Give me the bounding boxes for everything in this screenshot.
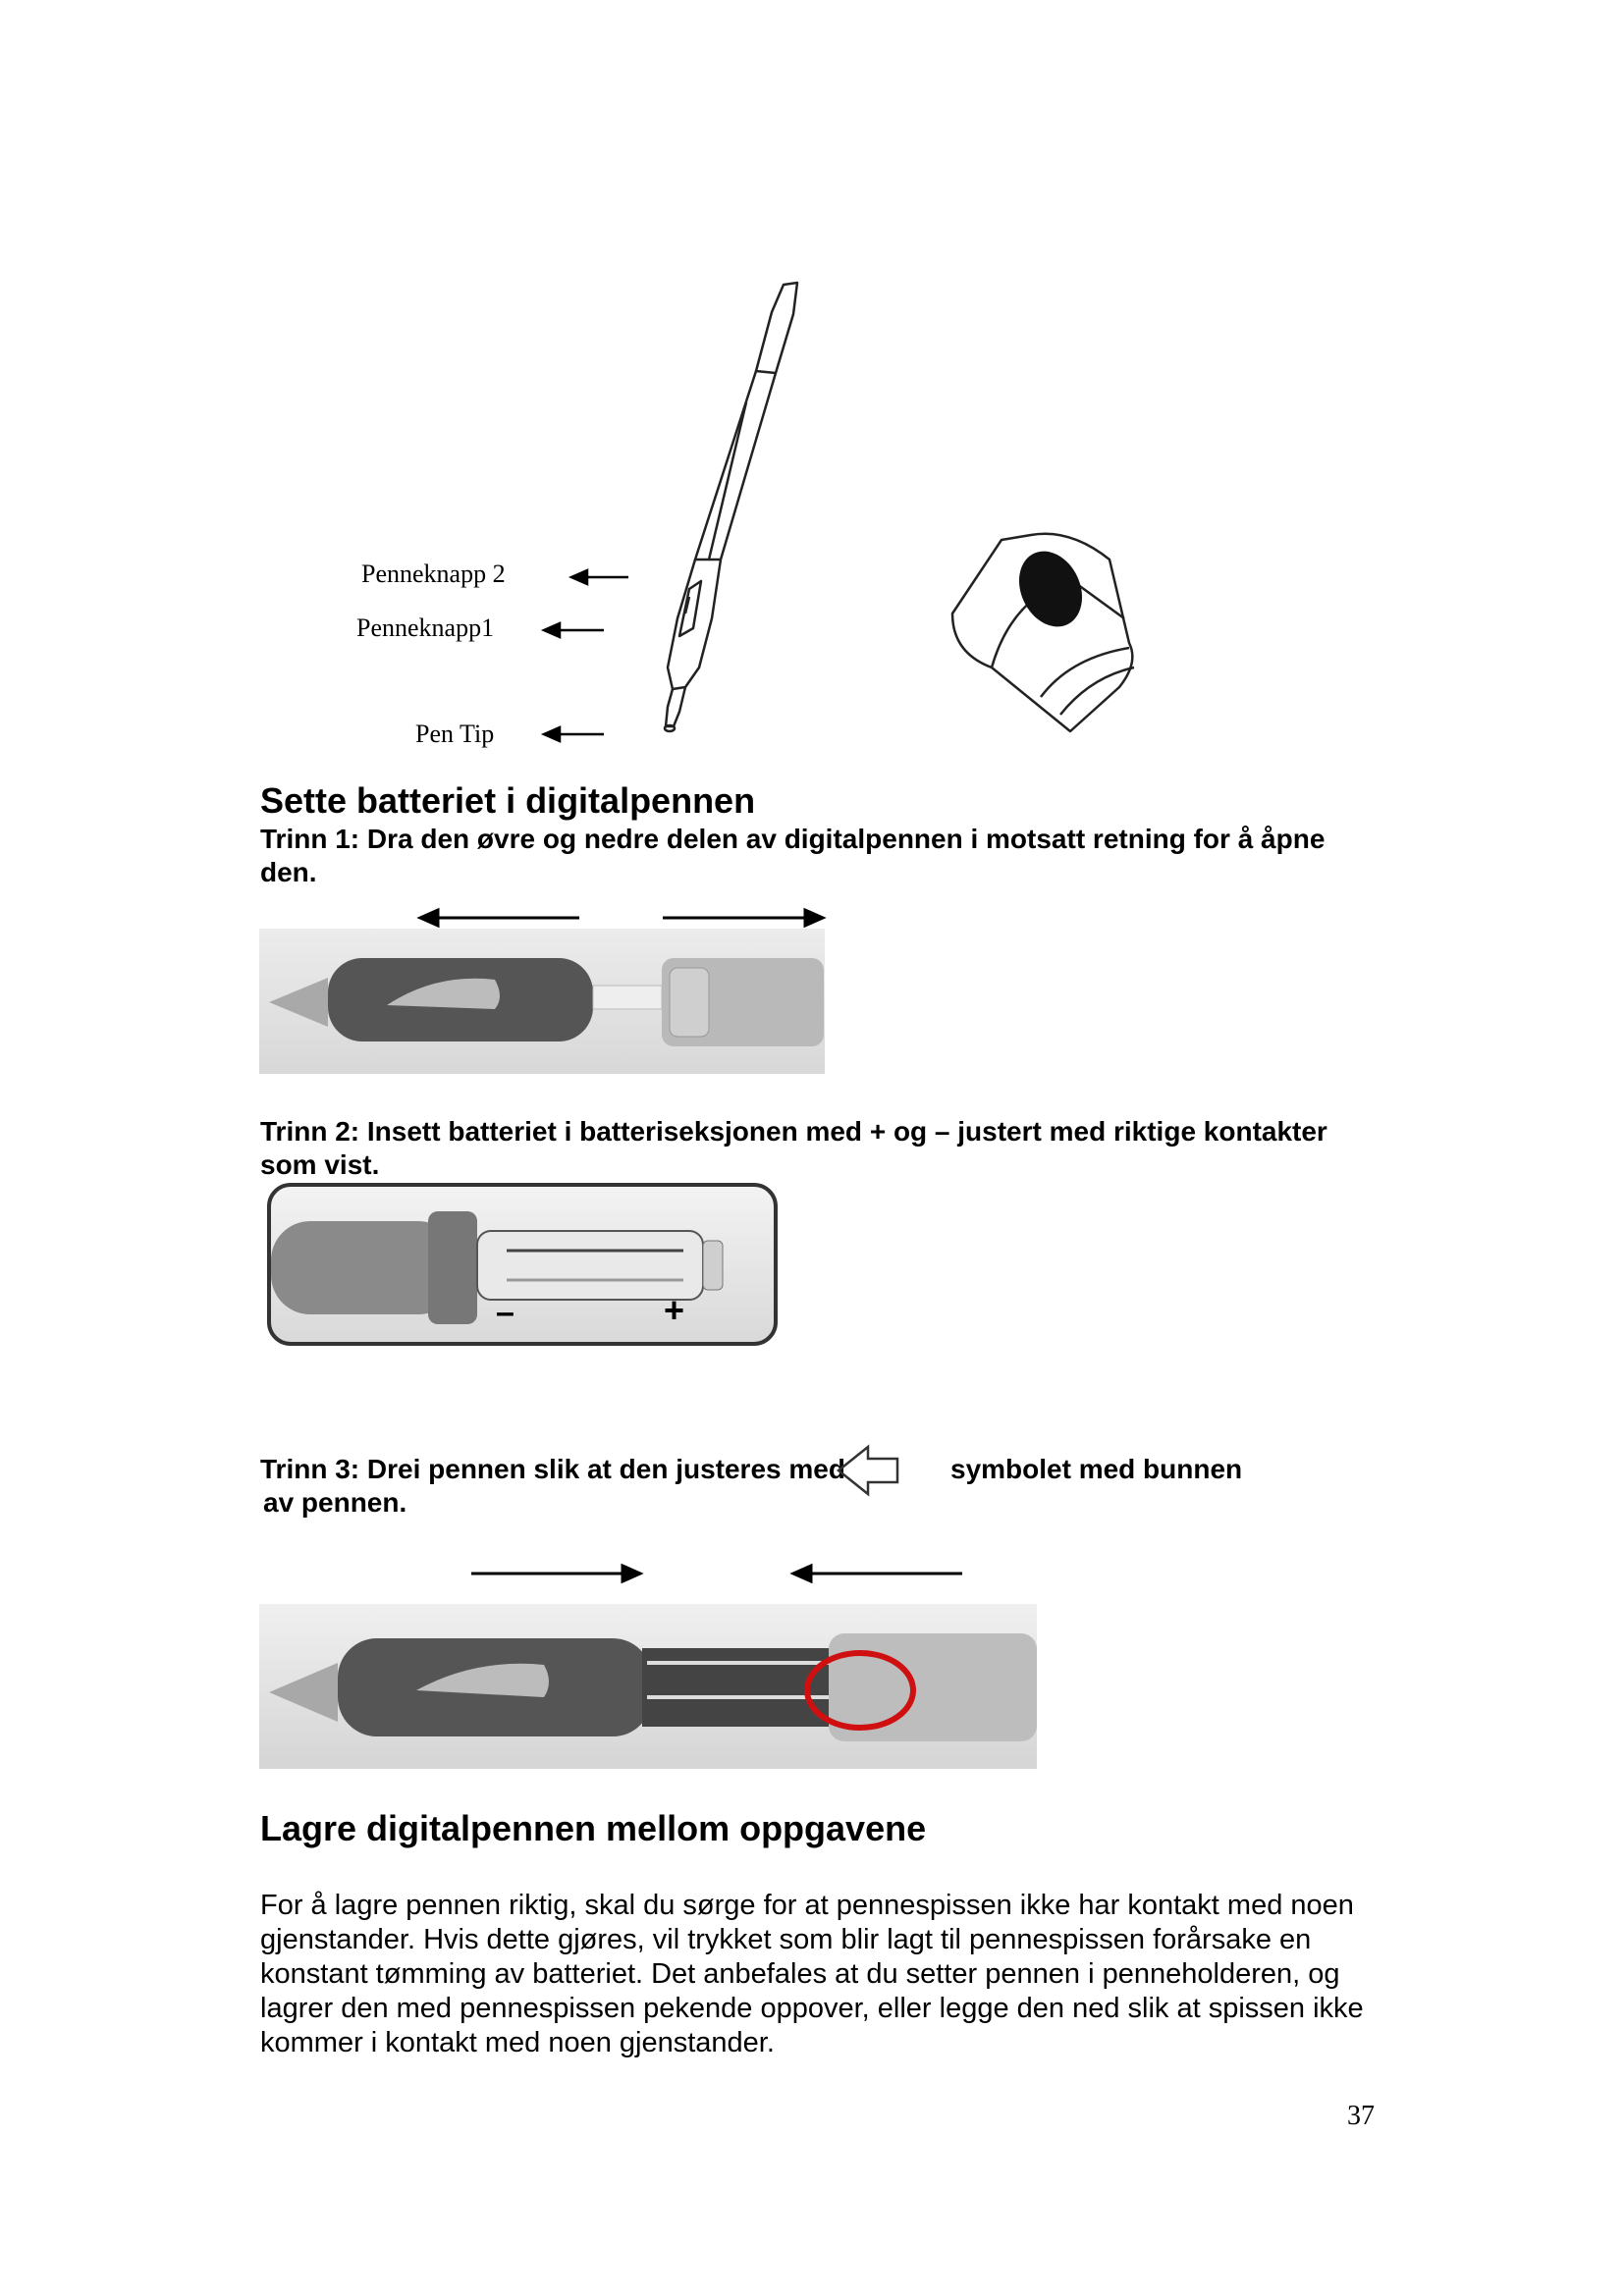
step-3-text-part2: symbolet med bunnen av pennen.: [263, 1454, 1243, 1518]
holder-opening: [1007, 541, 1094, 637]
storage-body-text: For å lagre pennen riktig, skal du sørge for at pennespissen ikke har kontakt med noen gjenstander. Hvis dette gjøres, vil trykket som blir lagt til pennespissen forårsake en konstant tømming av batteriet. Det anbefales at du setter pennen i penneholderen, og lagrer den med pennespissen pekende oppover, eller legge den ned slik at spissen ikke kommer i kontakt med noen gjenstander.: [260, 1890, 1364, 2058]
step-1-text: Trinn 1: Dra den øvre og nedre delen av digitalpennen i motsatt retning for å åpne den.: [260, 824, 1326, 887]
step3-photo: [259, 1604, 1037, 1769]
arrow-left-icon: [420, 910, 438, 926]
battery-minus-sign: –: [496, 1294, 514, 1331]
section-title-battery: Sette batteriet i digitalpennen: [260, 780, 756, 821]
label-pen-button-2: Penneknapp 2: [361, 560, 506, 588]
arrow-left-icon: [793, 1566, 811, 1581]
arrow-right-icon: [623, 1566, 640, 1581]
step3-arrows: [461, 1559, 972, 1588]
label-pen-button-1: Penneknapp1: [356, 614, 495, 642]
label-pen-tip: Pen Tip: [415, 720, 495, 748]
page-number: 37: [1347, 2101, 1375, 2131]
section-title-storage: Lagre digitalpennen mellom oppgavene: [260, 1808, 927, 1848]
battery-plus-sign: +: [664, 1290, 685, 1330]
step-2-text: Trinn 2: Insett batteriet i batteriseksjonen med + og – justert med riktige kontakter som vist.: [260, 1116, 1327, 1180]
pen-figure: [324, 265, 1208, 756]
arrow-right-icon: [805, 910, 823, 926]
pen-drawing: [324, 265, 1208, 756]
step2-photo: [267, 1183, 778, 1346]
step-3-text-part1: Trinn 3: Drei pennen slik at den justeres med: [260, 1454, 845, 1484]
step1-photo: [259, 929, 825, 1074]
